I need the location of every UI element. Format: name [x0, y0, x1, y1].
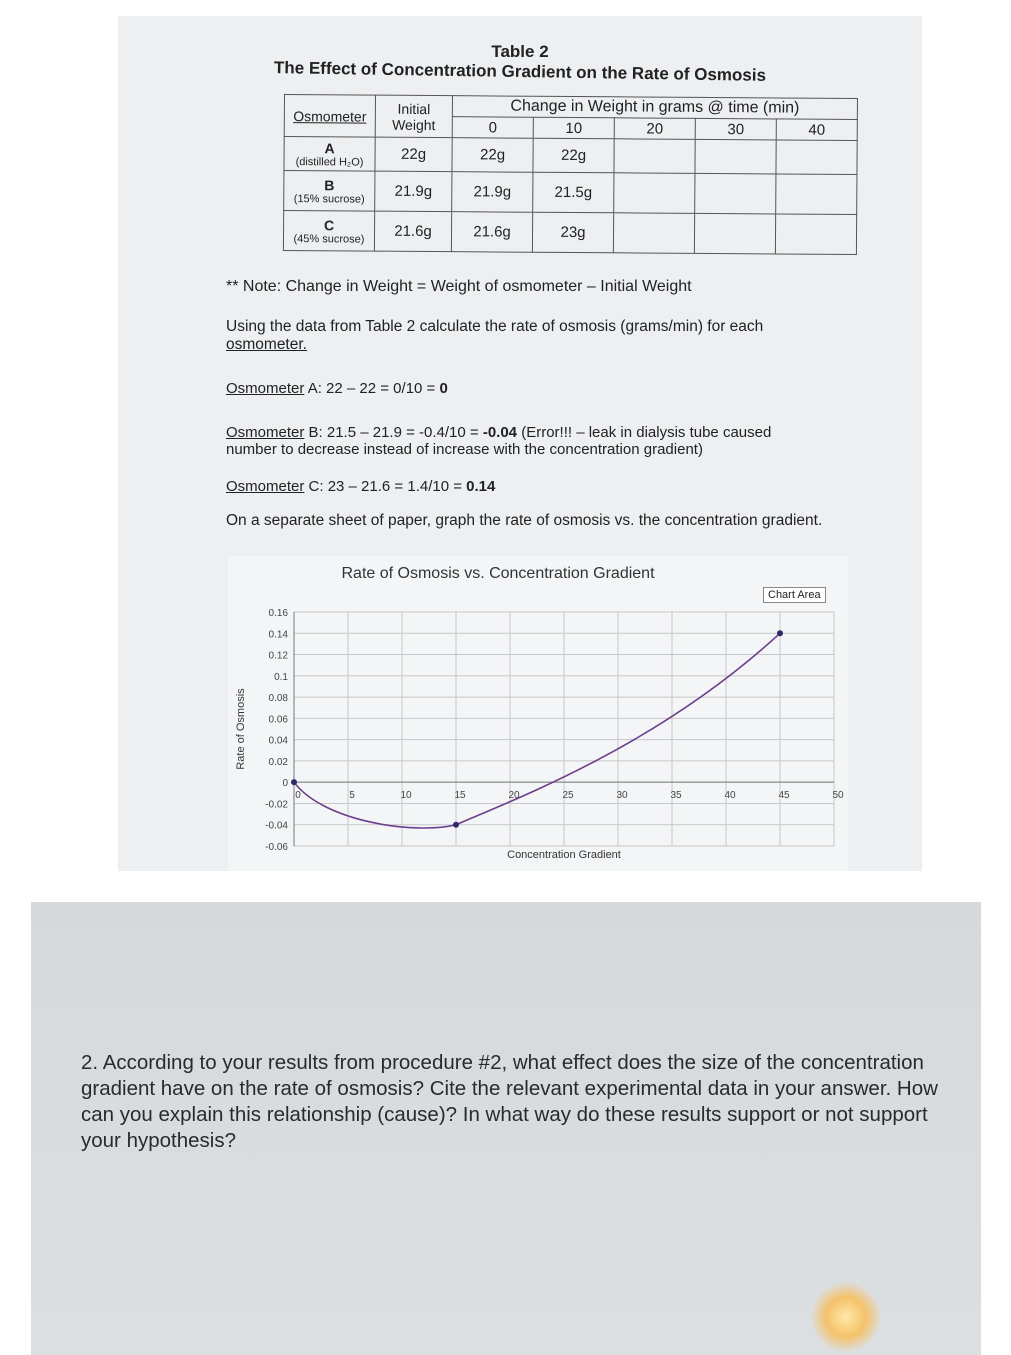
data-point — [291, 779, 297, 785]
instruction-line-2: osmometer. — [226, 336, 307, 353]
row-b-t10: 21.5g — [533, 172, 614, 213]
photo-border — [96, 16, 118, 871]
x-tick-label: 5 — [349, 790, 355, 802]
row-b-label: B (15% sucrose) — [284, 171, 375, 212]
calc-c: Osmometer C: 23 – 21.6 = 1.4/10 = 0.14 — [226, 478, 496, 495]
graph-instruction: On a separate sheet of paper, graph the rate of osmosis vs. the concentration gradient. — [226, 512, 823, 529]
row-b-t40 — [776, 174, 857, 215]
question-number: 2. — [81, 1051, 99, 1074]
header-time-0: 0 — [452, 117, 533, 139]
row-c-t0: 21.6g — [451, 212, 532, 253]
y-tick-label: 0.02 — [268, 756, 288, 768]
y-tick-label: 0 — [282, 778, 288, 790]
y-tick-label: 0.16 — [268, 608, 288, 619]
data-table — [283, 94, 858, 255]
worksheet-photo — [96, 16, 922, 871]
row-a-t40 — [776, 140, 857, 175]
x-tick-label: 40 — [724, 790, 736, 802]
x-tick-label: 35 — [670, 790, 682, 802]
x-tick-label: 45 — [778, 790, 790, 802]
y-axis-label: Rate of Osmosis — [235, 688, 247, 770]
note-text: ** Note: Change in Weight = Weight of osmometer – Initial Weight — [226, 278, 692, 295]
header-time-40: 40 — [776, 119, 857, 141]
row-b-t30 — [695, 173, 776, 214]
light-glare — [811, 1282, 881, 1352]
calc-a: Osmometer A: 22 – 22 = 0/10 = 0 — [226, 380, 448, 397]
worksheet-page — [118, 16, 922, 871]
question-photo — [31, 902, 981, 1355]
question-text — [81, 1050, 951, 1154]
y-tick-label: 0.04 — [268, 735, 288, 747]
chart-panel — [228, 556, 848, 871]
y-tick-label: 0.08 — [268, 693, 288, 705]
row-a-t10: 22g — [533, 138, 614, 173]
y-tick-label: 0.06 — [268, 714, 288, 726]
header-time-20: 20 — [614, 118, 695, 140]
header-initial-weight: Initial Weight — [375, 95, 452, 138]
row-c-initial: 21.6g — [374, 211, 451, 252]
y-tick-label: -0.06 — [265, 842, 288, 853]
instruction-line-1: Using the data from Table 2 calculate the rate of osmosis (grams/min) for each — [226, 318, 764, 335]
header-time-30: 30 — [695, 118, 776, 140]
x-tick-label: 30 — [616, 790, 628, 802]
x-tick-label: 0 — [295, 790, 301, 802]
line-chart — [228, 556, 848, 871]
row-b-t20 — [614, 173, 695, 214]
y-tick-label: -0.02 — [265, 799, 288, 811]
row-c-label: C (45% sucrose) — [283, 211, 374, 252]
series-line — [294, 633, 780, 828]
row-c-t40 — [775, 214, 856, 255]
row-a-initial: 22g — [375, 137, 452, 172]
row-a-t0: 22g — [452, 138, 533, 173]
chart-title: Rate of Osmosis vs. Concentration Gradient — [341, 565, 655, 582]
data-point — [453, 822, 459, 828]
header-osmometer: Osmometer — [284, 95, 375, 138]
x-tick-label: 20 — [508, 790, 520, 802]
y-tick-label: 0.1 — [274, 671, 288, 683]
row-b-t0: 21.9g — [452, 172, 533, 213]
data-point — [777, 630, 783, 636]
row-c-t20 — [613, 213, 694, 254]
x-tick-label: 10 — [400, 790, 412, 802]
calc-b: Osmometer B: 21.5 – 21.9 = -0.4/10 = -0.04 (Error!!! – leak in dialysis tube caused — [226, 424, 772, 441]
row-a-label: A (distilled H₂O) — [284, 137, 375, 172]
table-caption: Table 2 — [491, 42, 549, 61]
row-c-t10: 23g — [532, 212, 613, 253]
header-change-in-weight: Change in Weight in grams @ time (min) — [452, 96, 857, 120]
y-tick-label: -0.04 — [265, 820, 288, 832]
header-time-10: 10 — [533, 117, 614, 139]
chart-area-tooltip: Chart Area — [763, 587, 826, 603]
row-a-t30 — [695, 139, 776, 174]
y-tick-label: 0.12 — [268, 650, 288, 662]
x-tick-label: 50 — [832, 790, 844, 802]
calc-b-note: number to decrease instead of increase with the concentration gradient) — [226, 441, 703, 458]
row-a-t20 — [614, 139, 695, 174]
question-body: According to your results from procedure #2, what effect does the size of the concentration gradient have on the rate of osmosis? Cite the relevant experimental data in your answer. How can you explain this relationship (cause)? In what way do these results support or not support your hypothesis? — [81, 1051, 938, 1152]
row-c-t30 — [694, 213, 775, 254]
x-axis-label: Concentration Gradient — [507, 849, 621, 861]
row-b-initial: 21.9g — [375, 171, 452, 212]
x-tick-label: 25 — [562, 790, 574, 802]
x-tick-label: 15 — [454, 790, 466, 802]
y-tick-label: 0.14 — [268, 629, 288, 641]
table-title: The Effect of Concentration Gradient on the Rate of Osmosis — [273, 58, 767, 85]
